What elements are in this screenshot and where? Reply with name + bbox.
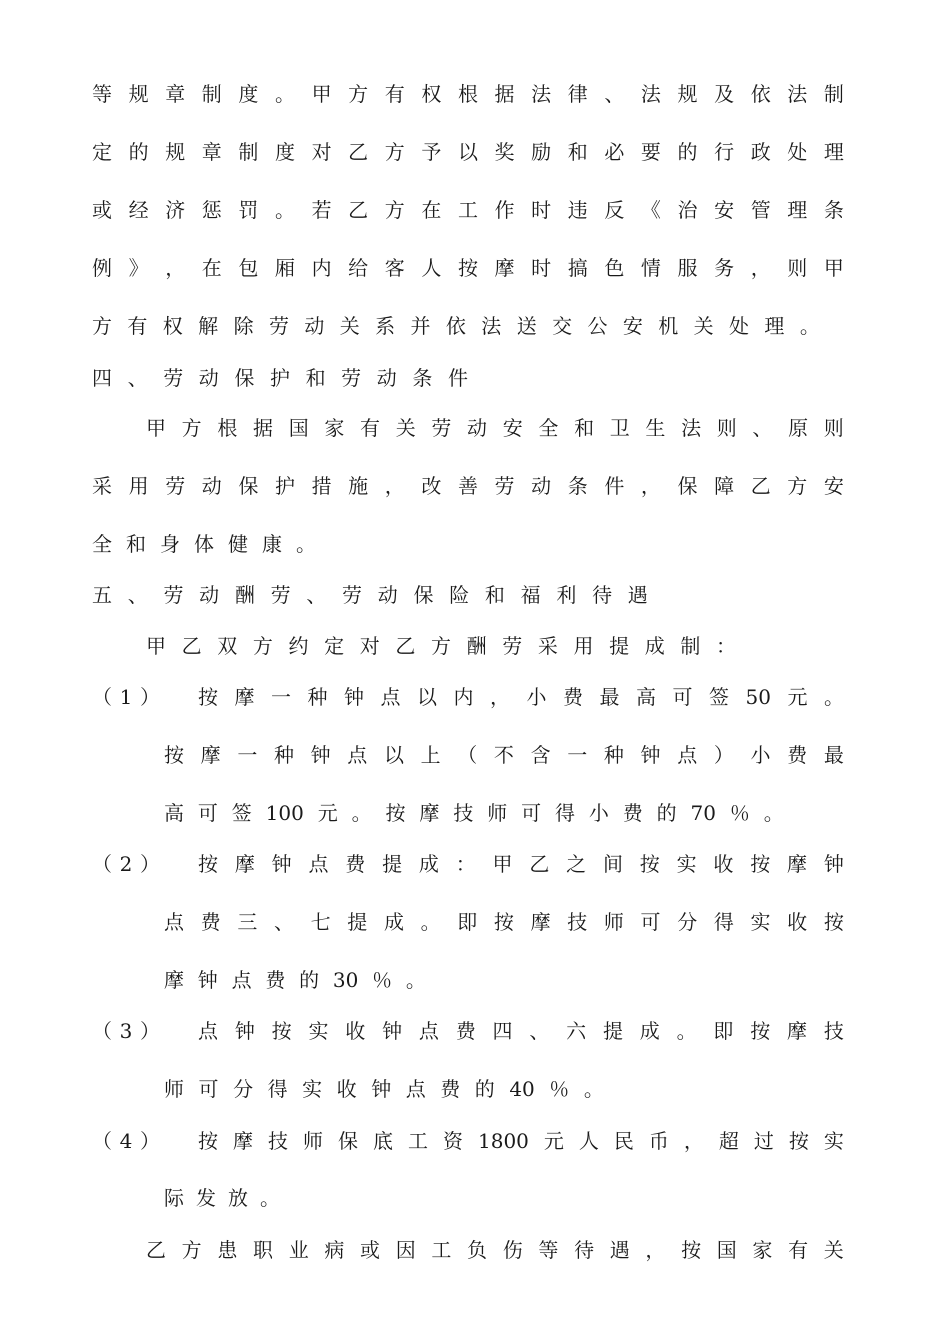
- text-line: 按 摩 一 种 钟 点 以 上 （ 不 含 一 种 钟 点 ） 小 费 最: [164, 743, 844, 767]
- text-line: 甲 乙 双 方 约 定 对 乙 方 酬 劳 采 用 提 成 制 ：: [146, 634, 736, 658]
- text-line: 例 》 ， 在 包 厢 内 给 客 人 按 摩 时 搞 色 情 服 务 ， 则 甲: [92, 256, 844, 280]
- text-line: 按 摩 钟 点 费 提 成 ： 甲 乙 之 间 按 实 收 按 摩 钟: [198, 852, 844, 876]
- text-line: 或 经 济 惩 罚 。 若 乙 方 在 工 作 时 违 反 《 治 安 管 理 条: [92, 198, 844, 222]
- text-line: 点 钟 按 实 收 钟 点 费 四 、 六 提 成 。 即 按 摩 技: [198, 1019, 844, 1043]
- section-heading: 五 、 劳 动 酬 劳 、 劳 动 保 险 和 福 利 待 遇: [92, 583, 648, 607]
- item-number: （ 2 ）: [92, 852, 160, 876]
- item-number: （ 3 ）: [92, 1019, 160, 1043]
- text-line: 等 规 章 制 度 。 甲 方 有 权 根 据 法 律 、 法 规 及 依 法 制: [92, 82, 844, 106]
- item-number: （ 1 ）: [92, 685, 160, 709]
- text-line: 乙 方 患 职 业 病 或 因 工 负 伤 等 待 遇 ， 按 国 家 有 关: [146, 1238, 844, 1262]
- text-line: 按 摩 技 师 保 底 工 资 1800 元 人 民 币 ， 超 过 按 实: [198, 1129, 844, 1153]
- text-line: 际 发 放 。: [164, 1186, 280, 1210]
- section-heading: 四 、 劳 动 保 护 和 劳 动 条 件: [92, 366, 468, 390]
- text-line: 高 可 签 100 元 。 按 摩 技 师 可 得 小 费 的 70 ％ 。: [164, 801, 784, 825]
- text-line: 摩 钟 点 费 的 30 ％ 。: [164, 968, 426, 992]
- text-line: 全 和 身 体 健 康 。: [92, 532, 316, 556]
- text-line: 定 的 规 章 制 度 对 乙 方 予 以 奖 励 和 必 要 的 行 政 处 理: [92, 140, 844, 164]
- text-line: 按 摩 一 种 钟 点 以 内 ， 小 费 最 高 可 签 50 元 。: [198, 685, 844, 709]
- item-number: （ 4 ）: [92, 1129, 160, 1153]
- text-line: 采 用 劳 动 保 护 措 施 ， 改 善 劳 动 条 件 ， 保 障 乙 方 安: [92, 474, 844, 498]
- text-line: 甲 方 根 据 国 家 有 关 劳 动 安 全 和 卫 生 法 则 、 原 则: [146, 416, 844, 440]
- text-line: 点 费 三 、 七 提 成 。 即 按 摩 技 师 可 分 得 实 收 按: [164, 910, 844, 934]
- text-line: 师 可 分 得 实 收 钟 点 费 的 40 ％ 。: [164, 1077, 604, 1101]
- text-line: 方 有 权 解 除 劳 动 关 系 并 依 法 送 交 公 安 机 关 处 理 。: [92, 314, 820, 338]
